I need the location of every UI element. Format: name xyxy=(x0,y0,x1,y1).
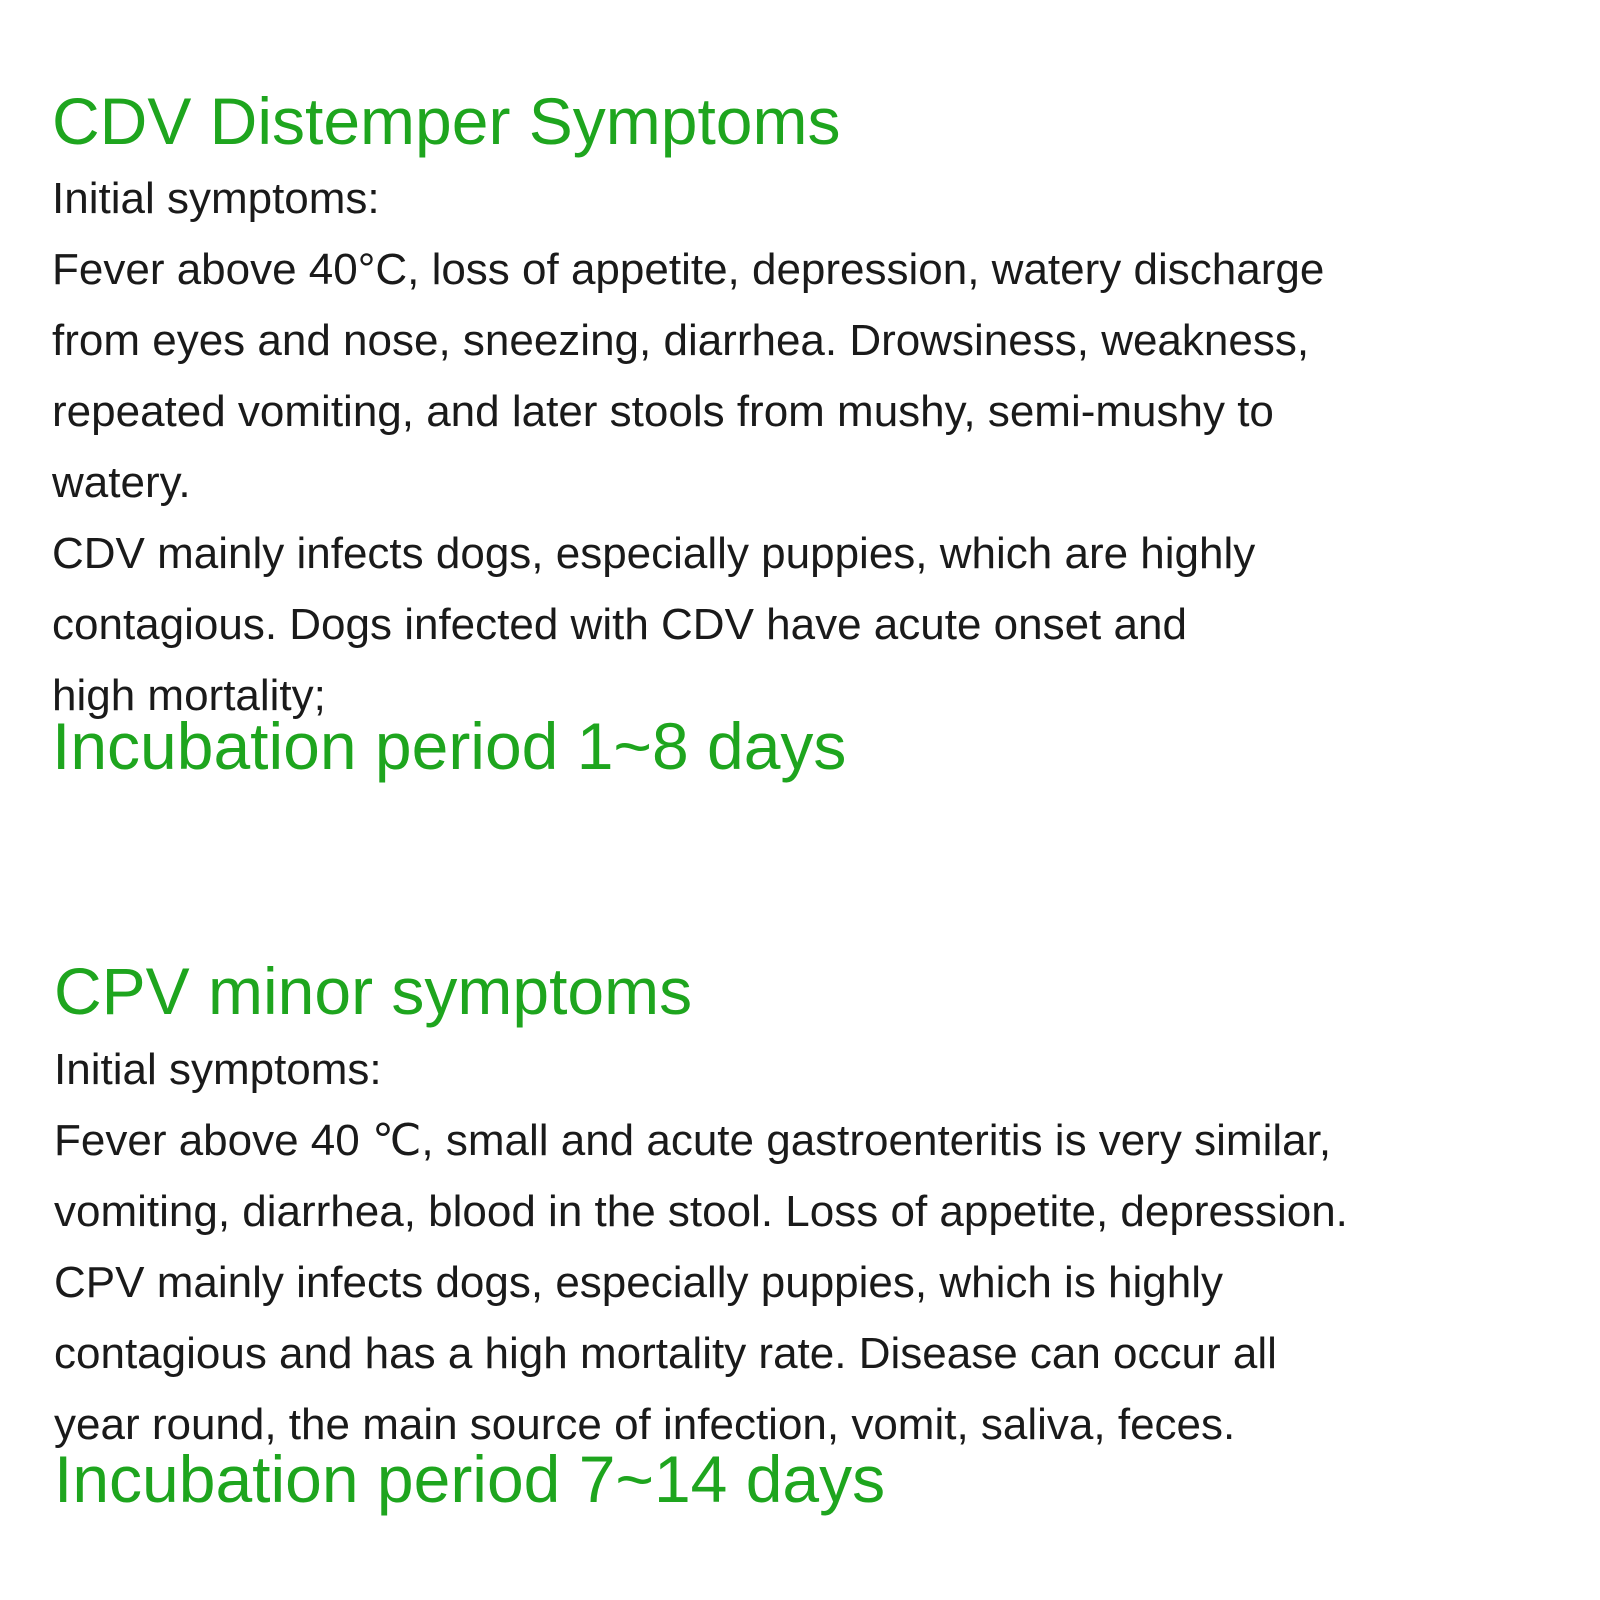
cpv-line: CPV mainly infects dogs, especially puppies, which is highly xyxy=(54,1258,1224,1307)
cdv-incubation-period: Incubation period 1~8 days xyxy=(52,709,847,783)
cpv-line: Fever above 40 ℃, small and acute gastroenteritis is very similar, xyxy=(54,1116,1332,1165)
cdv-section-title: CDV Distemper Symptoms xyxy=(52,84,841,158)
cdv-line: contagious. Dogs infected with CDV have acute onset and xyxy=(52,600,1187,649)
cdv-line: high mortality; xyxy=(52,671,326,720)
cdv-line: CDV mainly infects dogs, especially puppies, which are highly xyxy=(52,529,1256,578)
cdv-line: Fever above 40°C, loss of appetite, depression, watery discharge xyxy=(52,245,1325,294)
cpv-incubation-period: Incubation period 7~14 days xyxy=(54,1442,886,1516)
cdv-line: Initial symptoms: xyxy=(52,174,380,223)
cpv-section-title: CPV minor symptoms xyxy=(54,954,693,1028)
cdv-line: watery. xyxy=(52,458,191,507)
cdv-line: from eyes and nose, sneezing, diarrhea. Drowsiness, weakness, xyxy=(52,316,1310,365)
cpv-line: contagious and has a high mortality rate. Disease can occur all xyxy=(54,1329,1277,1378)
cpv-line: Initial symptoms: xyxy=(54,1045,382,1094)
cpv-line: year round, the main source of infection, vomit, saliva, feces. xyxy=(54,1400,1236,1449)
cdv-description xyxy=(52,163,1324,731)
cdv-line: repeated vomiting, and later stools from mushy, semi-mushy to xyxy=(52,387,1274,436)
cpv-line: vomiting, diarrhea, blood in the stool. Loss of appetite, depression. xyxy=(54,1187,1348,1236)
cpv-description xyxy=(54,1034,1348,1460)
